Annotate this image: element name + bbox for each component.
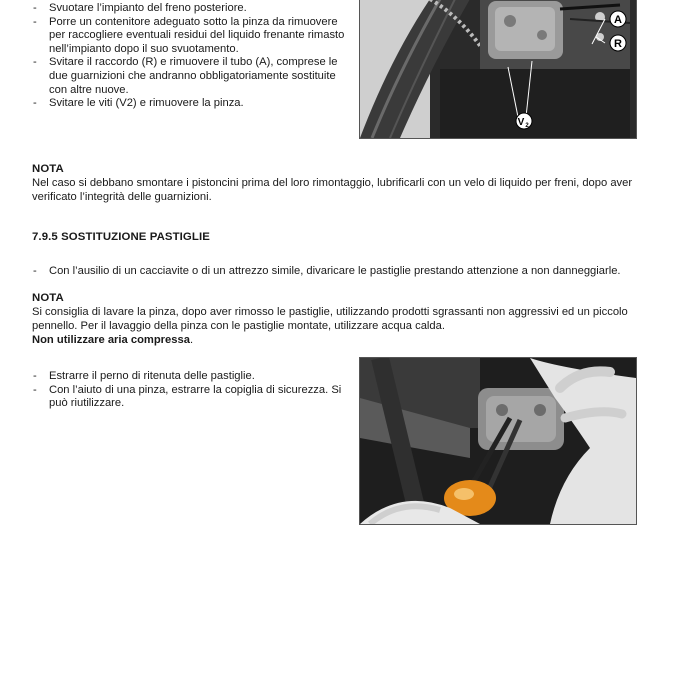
list-item: - Con l’ausilio di un cacciavite o di un attrezzo simile, divaricare le pastiglie prestando attenzione a non danneggiarle. [32,265,652,279]
section-heading: 7.9.5 SOSTITUZIONE PASTIGLIE [32,231,210,243]
warning-period: . [189,334,194,346]
nota-body: Si consiglia di lavare la pinza, dopo aver rimosso le pastiglie, utilizzando prodotti sgrassanti non aggressivi ed un piccolo pennello. Per il lavaggio della pinza con le pastiglie montate, utilizzare acqua calda. [32,306,628,332]
pad-spread-steps [32,265,652,279]
list-item: - Svitare le viti (V2) e rimuovere la pinza. [32,97,346,111]
callout-label-r: R [614,38,622,50]
caliper-removal-steps [32,2,346,111]
list-item: - Con l’aiuto di una pinza, estrarre la copiglia di sicurezza. Si può riutilizzare. [32,384,346,411]
nota-text [32,305,644,347]
list-item: - Estrarre il perno di ritenuta delle pastiglie. [32,370,346,384]
callout-label-v-sub: 2 [525,123,529,129]
pin-removal-steps [32,370,346,411]
nota-title: NOTA [32,292,64,304]
callout-label-a: A [614,14,622,26]
nota-title: NOTA [32,163,64,175]
list-item: - Porre un contenitore adeguato sotto la pinza da rimuovere per raccogliere eventuali residui del liquido frenante rimasto nell’impianto dopo il suo svuotamento. [32,16,346,57]
list-item: - Svuotare l’impianto del freno posteriore. [32,2,346,16]
list-item: - Svitare il raccordo (R) e rimuovere il tubo (A), comprese le due guarnizioni che andranno obbligatoriamente sostituite con altre nuove. [32,56,346,97]
callout-label-v: V [517,117,525,128]
caliper-photo-top [359,0,637,139]
warning-text: Non utilizzare aria compressa [32,334,190,346]
nota-text: Nel caso si debbano smontare i pistoncini prima del loro rimontaggio, lubrificarli con un velo di liquido per freni, dopo aver verificato l’integrità delle guarnizioni. [32,177,633,203]
pliers-photo [359,357,637,525]
